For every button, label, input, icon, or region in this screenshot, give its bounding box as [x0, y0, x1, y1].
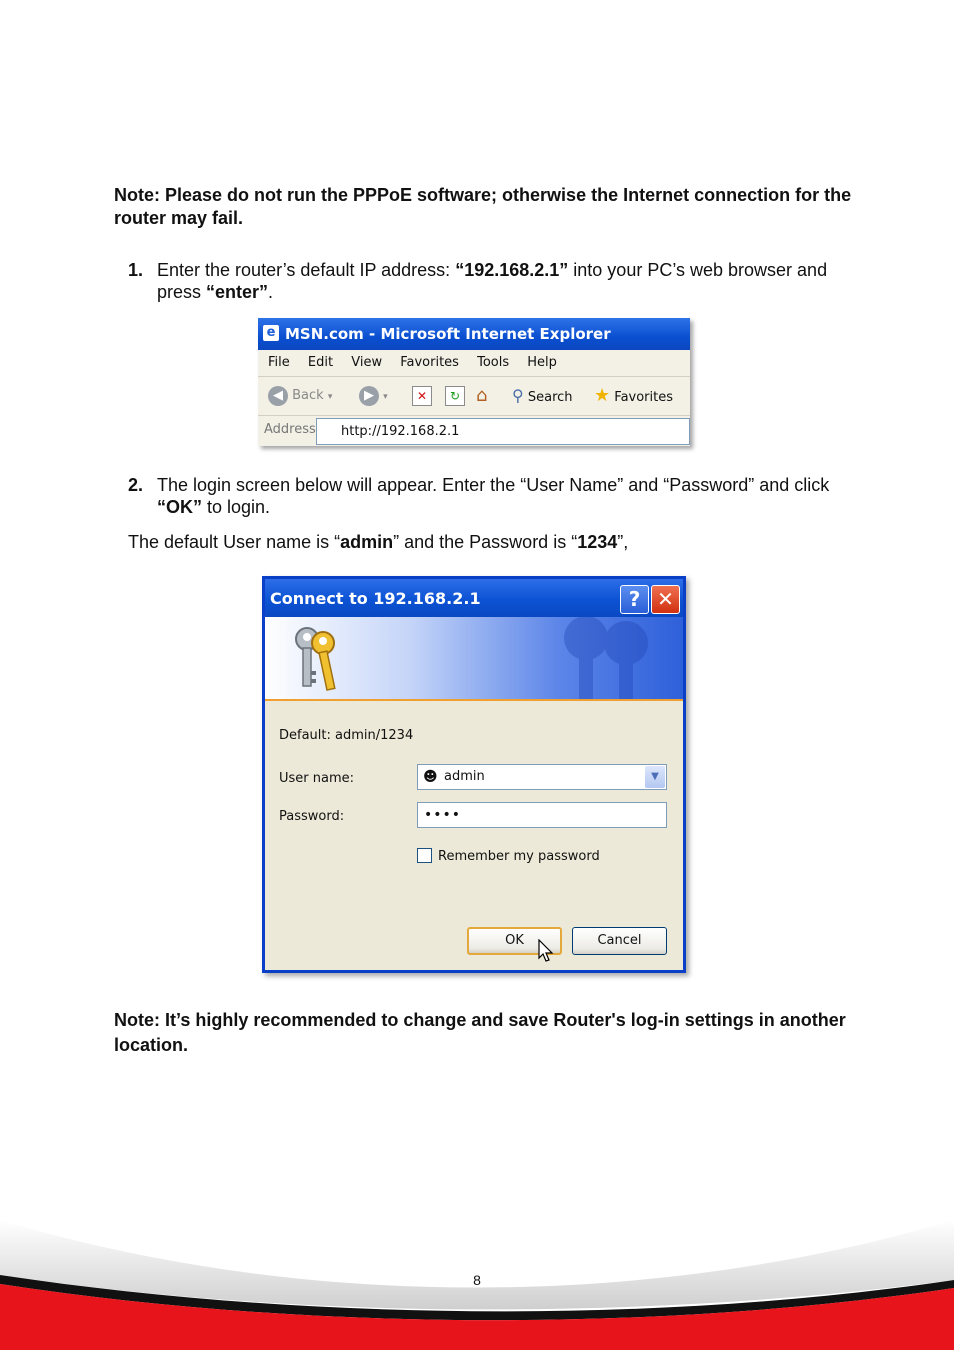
ie-title: MSN.com - Microsoft Internet Explorer: [285, 325, 611, 343]
default-pre: The default User name is “: [128, 532, 341, 552]
step-2: [128, 474, 848, 518]
default-end: ”,: [617, 532, 629, 552]
favorites-star-icon: ★: [594, 385, 611, 406]
back-button[interactable]: [268, 385, 332, 407]
remember-checkbox[interactable]: [417, 848, 432, 863]
step-1: [128, 259, 848, 303]
help-icon: ?: [628, 587, 641, 611]
menu-tools[interactable]: Tools: [477, 355, 510, 370]
step-2-text: [157, 474, 848, 518]
step-1-text: [157, 259, 848, 303]
address-label: Address: [264, 422, 316, 437]
search-label: Search: [527, 390, 573, 405]
menu-edit[interactable]: Edit: [307, 355, 334, 370]
search-button[interactable]: [512, 385, 573, 407]
refresh-icon: ↻: [445, 386, 465, 406]
menu-view[interactable]: View: [351, 355, 383, 370]
ok-label: OK: [505, 933, 524, 948]
menu-file[interactable]: File: [268, 355, 290, 370]
default-credentials-line: [128, 531, 628, 553]
ie-titlebar: [258, 318, 690, 350]
user-name-combobox[interactable]: [417, 764, 667, 790]
ie-address-bar: [258, 416, 690, 446]
ie-toolbar: [258, 377, 690, 416]
home-icon: ⌂: [476, 385, 488, 406]
step-2-pre: The login screen below will appear. Enter the “User Name” and “Password” and click: [157, 475, 830, 495]
dialog-title: Connect to 192.168.2.1: [270, 589, 481, 608]
cancel-label: Cancel: [597, 933, 642, 948]
default-hint: Default: admin/1234: [279, 728, 414, 743]
ip-address: “192.168.2.1”: [455, 260, 569, 280]
menu-favorites[interactable]: Favorites: [400, 355, 459, 370]
favorites-button[interactable]: [594, 385, 673, 407]
ok-word: “OK”: [157, 497, 202, 517]
stop-icon: ✕: [412, 386, 432, 406]
login-dialog: [262, 576, 686, 973]
note-bottom: Note: It’s highly recommended to change and save Router's log-in settings in another location.: [114, 1010, 846, 1055]
ie-window: [258, 318, 690, 446]
forward-button[interactable]: [359, 385, 388, 407]
back-icon: ◀: [268, 386, 288, 406]
step-1-pre: Enter the router’s default IP address:: [157, 260, 456, 280]
favorites-label: Favorites: [614, 390, 674, 405]
user-icon: ☻: [423, 769, 438, 785]
step-2-end: to login.: [202, 497, 271, 517]
default-pass: 1234: [577, 532, 618, 552]
forward-icon: ▶: [359, 386, 379, 406]
user-name-label: User name:: [279, 771, 355, 786]
keys-watermark-icon: [541, 617, 671, 701]
chevron-down-icon[interactable]: ▼: [645, 766, 665, 788]
enter-key: “enter”: [206, 282, 269, 302]
password-label: Password:: [279, 809, 345, 824]
step-number: 1.: [128, 260, 144, 280]
back-dropdown-icon: ▾: [327, 392, 333, 402]
mouse-cursor-icon: [538, 939, 554, 963]
password-input[interactable]: ••••: [417, 802, 667, 828]
stop-button[interactable]: [412, 385, 432, 407]
step-1-end: .: [268, 282, 274, 302]
cancel-button[interactable]: [572, 927, 667, 955]
keys-icon: [287, 623, 347, 695]
ie-menubar: [258, 350, 690, 377]
default-user: admin: [340, 532, 394, 552]
default-mid: ” and the Password is “: [393, 532, 578, 552]
close-icon: ✕: [657, 587, 674, 611]
remember-label[interactable]: Remember my password: [438, 849, 600, 864]
page-number: 8: [473, 1272, 481, 1288]
menu-help[interactable]: Help: [527, 355, 557, 370]
address-input[interactable]: http://192.168.2.1: [316, 418, 690, 445]
step-number: 2.: [128, 475, 144, 495]
note-top: Note: Please do not run the PPPoE software; otherwise the Internet connection for the router may fail.: [114, 185, 852, 228]
ie-logo-icon: e: [263, 325, 279, 341]
home-button[interactable]: [476, 385, 487, 407]
dialog-banner: [265, 617, 683, 701]
back-label: Back: [292, 388, 324, 403]
refresh-button[interactable]: [445, 385, 465, 407]
forward-dropdown-icon: ▾: [383, 392, 388, 402]
user-name-value: admin: [444, 769, 485, 784]
close-button[interactable]: [651, 585, 680, 614]
step-1-mid: into your PC’s web browser and press: [157, 260, 828, 302]
help-button[interactable]: [620, 585, 649, 614]
search-icon: ⚲: [512, 386, 524, 405]
